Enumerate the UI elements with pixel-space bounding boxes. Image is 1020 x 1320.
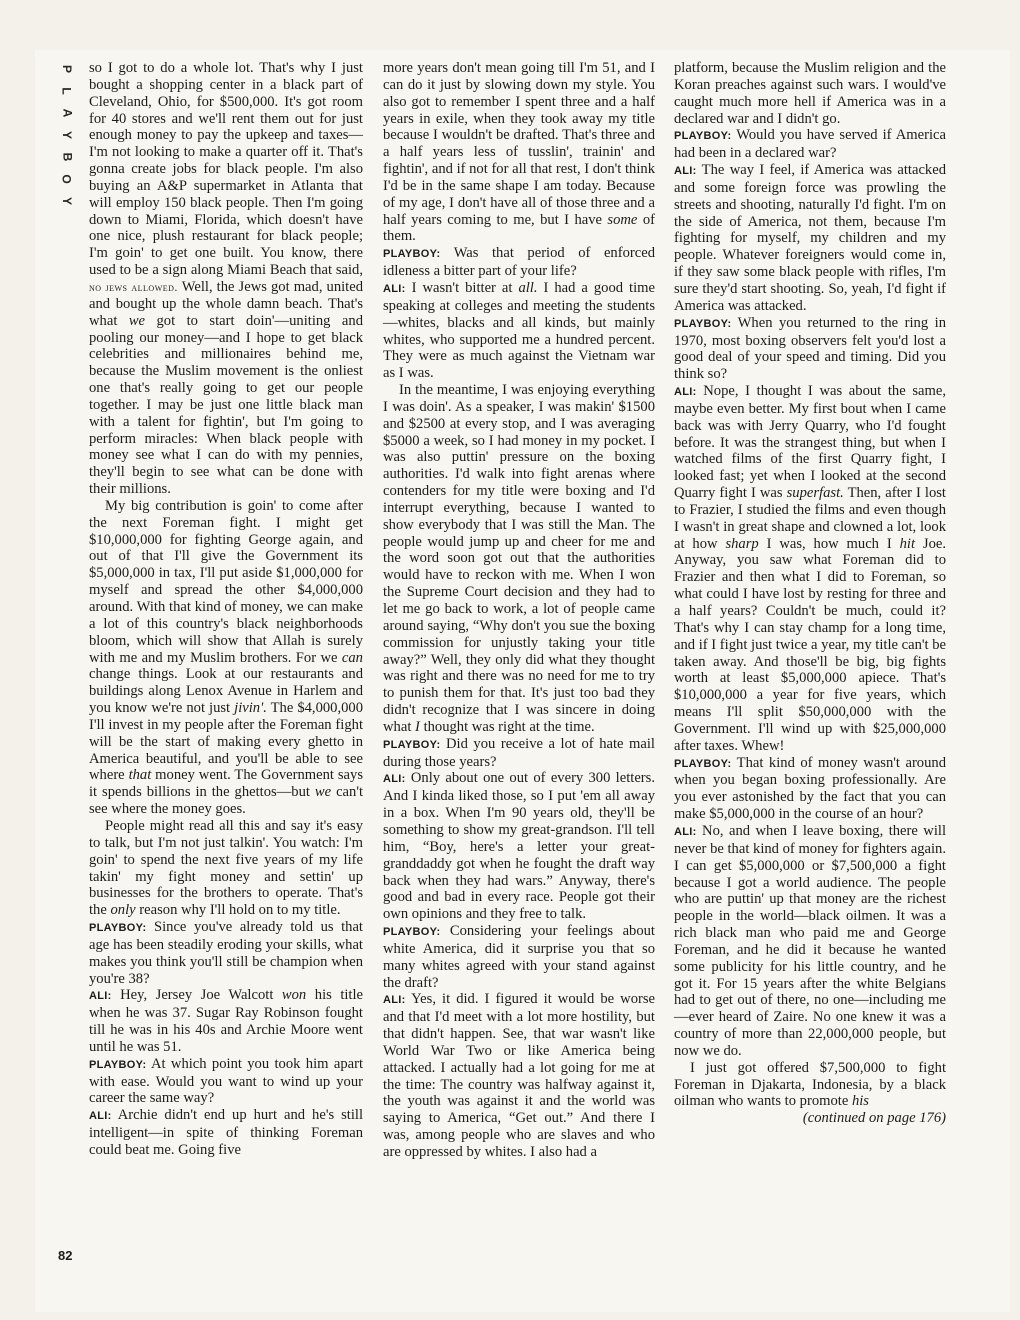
question: PLAYBOY: At which point you took him apart with ease. Would you want to wind up your career the same way?	[89, 1055, 364, 1107]
answer: ALI: The way I feel, if America was attacked and some foreign force was prowling the streets and shooting, naturally I'd fight. I'm on the side of America, not them, because I'm fighting for myself, my children and my people. Whatever foreigners would come in, if they saw some black people with rifles, I'm sure they'd start shooting. So, yeah, I'd fight if America was attacked.	[674, 162, 947, 314]
answer: ALI: Yes, it did. I figured it would be worse and that I'd meet with a lot more hostility, but that didn't happen. See, that war wasn't like World War Two or like America being attacked. I actually had a lot going for me at the time: The country was halfway against it, the youth was against it and the world was saying to America, “Get out.” And there I was, among people who are slaves and who are oppressed by whites. I also had a	[383, 991, 656, 1160]
paragraph: so I got to do a whole lot. That's why I just bought a shopping center in a black part of Cleveland, Ohio, for $500,000. It's got room for 40 stores and we'll rent them out for just enough money to pay the upkeep and taxes—I'm not looking to make a quarter off it. That's gonna create jobs for black people. I'm also buying an A&P supermarket in Atlanta that will employ 150 black people. Then I'm going down to Miami, Florida, which doesn't have one nice, plush restaurant for black people; I'm goin' to get one built. You know, there used to be a sign along Miami Beach that said, no jews allowed. Well, the Jews got mad, united and bought up the whole damn beach. That's what we got to start doin'—uniting and pooling our money—and I hope to get black celebrities and millionaires behind me, because the Muslim movement is the onliest one that's really going to get our people together. I may be just one little black man with a talent for fightin', but I'm going to perform miracles: When black people with money see what I can do with my pennies, they'll begin to see what can be done with their millions.	[89, 60, 364, 498]
question: PLAYBOY: Was that period of enforced idleness a bitter part of your life?	[383, 245, 655, 280]
question: PLAYBOY: That kind of money wasn't around when you began boxing professionally. Are you ever astonished by the fact that you can make $5,000,000 in the course of an hour?	[674, 754, 946, 823]
column-2	[383, 60, 655, 1161]
answer: ALI: No, and when I leave boxing, there will never be that kind of money for fighters again. I can get $5,000,000 or $7,500,000 a fight because I got a world audience. The people who are puttin' up that money are the richest people in the world—black oilmen. It was a rich black man who paid me and George Foreman, and he did it because he wanted some publicity for his little country, and he got it. For 15 years after the white Belgians had to get out of there, no one—including me—ever heard of Zaire. No one knew it was a country of more than 22,000,000 people, but now we do.	[674, 822, 947, 1059]
continued-note: (continued on page 176)	[802, 1110, 946, 1127]
paragraph: platform, because the Muslim religion and the Koran preaches against such wars. I would've caught much more hell if America was in a declared war and I didn't go.	[674, 60, 946, 127]
question: PLAYBOY: When you returned to the ring in 1970, most boxing observers felt you'd lost a good deal of your speed and timing. Did you think so?	[674, 314, 946, 383]
answer: ALI: Only about one out of every 300 letters. And I kinda liked those, so I put 'em all away in a box. When I'm 90 years old, they'll be something to show my great-grandson. I'll tell him, “Boy, here's a letter your great-granddaddy got when he fought the draft way back when they had wars.” Anyway, there's good and bad in every race. People got their own opinions and they free to talk.	[383, 770, 655, 923]
sidebar-magazine-title: P L A Y B O Y	[59, 64, 74, 206]
paragraph: more years don't mean going till I'm 51, and I can do it just by slowing down my style. You also got to remember I spent three and a half years in exile, when they took away my title because I wouldn't be drafted. That's three and a half years less of tusslin', trainin' and fightin', and if not for all that rest, I don't think I'd be in the same shape I am today. Because of my age, I don't have all of those three and a half years coming to me, but I have some of them.	[383, 60, 656, 245]
answer: ALI: Archie didn't end up hurt and he's still intelligent—in spite of thinking Foreman could beat me. Going five	[89, 1107, 363, 1158]
question: PLAYBOY: Would you have served if America had been in a declared war?	[674, 127, 946, 162]
page-number: 82	[58, 1248, 73, 1263]
paragraph: People might read all this and say it's easy to talk, but I'm not just talkin'. You watch: I'm goin' to spend the next five years of my life takin' my fight money and settin' up businesses for the brothers to operate. That's the only reason why I'll hold on to my title.	[89, 817, 363, 919]
column-1	[89, 60, 363, 1159]
question: PLAYBOY: Considering your feelings about white America, did it surprise you that so many whites agreed with your stand against the draft?	[383, 923, 655, 991]
answer: ALI: Hey, Jersey Joe Walcott won his title when he was 37. Sugar Ray Robinson fought till he was in his 40s and Archie Moore went until he was 51.	[89, 987, 364, 1055]
question: PLAYBOY: Did you receive a lot of hate mail during those years?	[383, 735, 655, 770]
paragraph: I just got offered $7,500,000 to fight Foreman in Djakarta, Indonesia, by a black oilman who wants to promote his	[674, 1059, 946, 1110]
answer: ALI: I wasn't bitter at all. I had a good time speaking at colleges and meeting the students—whites, blacks and all kinds, but mainly whites, who supported me a hundred percent. They were as much against the Vietnam war as I was.	[383, 279, 655, 382]
answer: ALI: Nope, I thought I was about the same, maybe even better. My first bout when I came back was with Jerry Quarry, who I'd fought before. It was the strangest thing, but when I watched films of the first Quarry fight, I looked fast; yet when I looked at the second Quarry fight I was superfast. Then, after I lost to Frazier, I studied the films and even though I wasn't in great shape and clowned a lot, look at how sharp I was, how much I hit Joe. Anyway, you saw what Foreman did to Frazier and then what I did to Foreman, so what could I have lost by resting for three and a half years? Couldn't be much, could it? That's why I can stay champ for a long time, and if I fight just twice a year, my title can't be taken away. And those'll be big, big fights worth at least $5,000,000 apiece. That's $10,000,000 a year for five years, which means I'll split $50,000,000 with the Government. I'll wind up with $25,000,000 after taxes. Whew!	[674, 383, 947, 754]
question: PLAYBOY: Since you've already told us that age has been steadily eroding your skills, what makes you think you'll still be champion when you're 38?	[89, 919, 363, 987]
column-3	[674, 60, 946, 1127]
paragraph: My big contribution is goin' to come after the next Foreman fight. I might get $10,000,000 for fighting George again, and out of that I'll give the Government its $5,000,000 in tax, I'll put aside $1,000,000 for myself and spread the other $4,000,000 around. With that kind of money, we can make a lot of this country's black neighborhoods bloom, which will show that Allah is surely with me and my Muslim brothers. For we can change things. Look at our restaurants and buildings along Lenox Avenue in Harlem and you know we're not just jivin'. The $4,000,000 I'll invest in my people after the Foreman fight will be the start of making every ghetto in America beautiful, and you'll be able to see where that money went. The Government says it spends billions in the ghettos—but we can't see where the money goes.	[89, 497, 364, 818]
paragraph: In the meantime, I was enjoying everything I was doin'. As a speaker, I was makin' $1500 and $2500 at every stop, and I was averaging $5000 a week, so I had money in my pocket. I was also puttin' pressure on the boxing authorities. I'd walk into fight arenas where contenders for my title were boxing and I'd interrupt everything, because I wanted to show everybody that I was still the Man. The people would jump up and cheer for me and the word soon got out that the authorities would have to reckon with me. When I won the Supreme Court decision and they had to let me go back to work, a lot of people came around saying, “Why don't you sue the boxing commission for unjustly taking your title away?” Well, they only did what they thought was right and there was no need for me to try to punish them for that. It's just too bad they didn't recognize that I was sincere in doing what I thought was right at the time.	[383, 382, 655, 735]
